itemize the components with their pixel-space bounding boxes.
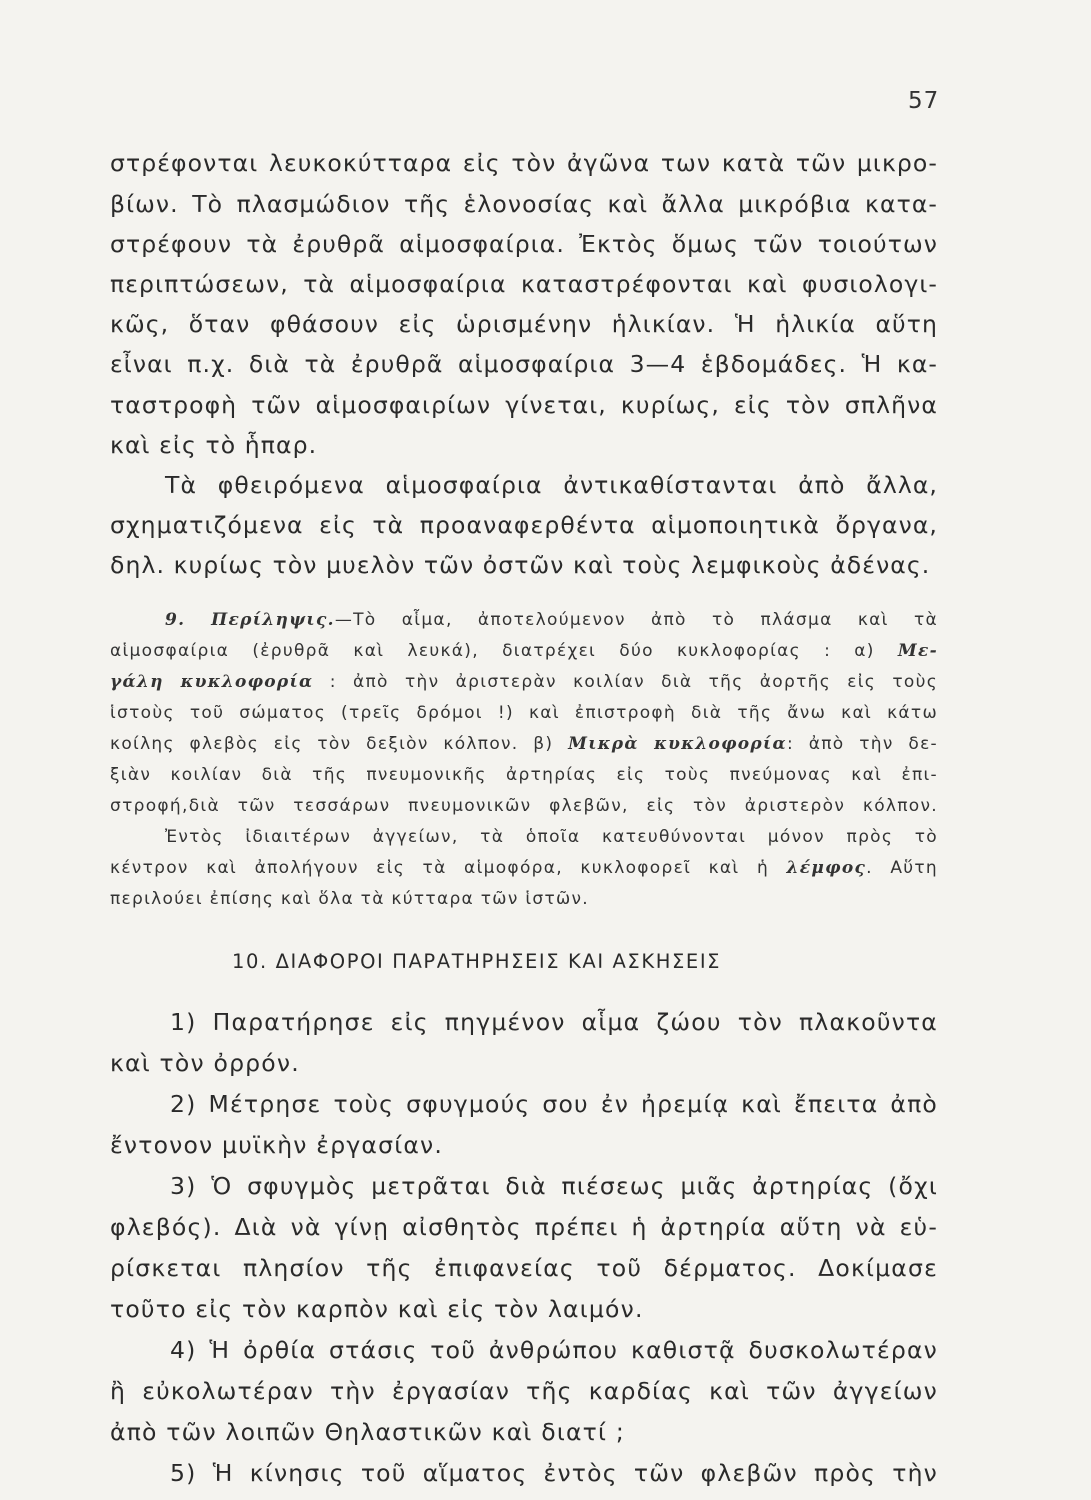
summary-line: περιλούει ἐπίσης καὶ ὅλα τὰ κύτταρα τῶν ἱστῶν.	[110, 889, 590, 909]
text-line: Τὰ φθειρόμενα αἱμοσφαίρια ἀντικαθίστανται ἀπὸ ἄλλα,	[165, 471, 938, 499]
exercise-line: ρίσκεται πλησίον τῆς ἐπιφανείας τοῦ δέρματος. Δοκίμασε	[110, 1254, 938, 1282]
text-line: εἶναι π.χ. διὰ τὰ ἐρυθρᾶ αἱμοσφαίρια 3—4 ἑβδομάδες. Ἡ κα-	[110, 350, 938, 378]
exercise-line: 2) Μέτρησε τοὺς σφυγμούς σου ἐν ἠρεμίᾳ καὶ ἔπειτα ἀπὸ	[170, 1090, 938, 1118]
text-line: περιπτώσεων, τὰ αἱμοσφαίρια καταστρέφονται καὶ φυσιολογι-	[110, 270, 938, 298]
exercise-line: καὶ τὸν ὀρρόν.	[110, 1049, 300, 1077]
summary-line: γάλη κυκλοφορία : ἀπὸ τὴν ἀριστερὰν κοιλίαν διὰ τῆς ἀορτῆς εἰς τοὺς	[110, 672, 938, 692]
text-line: βίων. Τὸ πλασμώδιον τῆς ἑλονοσίας καὶ ἄλλα μικρόβια κατα-	[110, 190, 938, 218]
exercise-line: 5) Ἡ κίνησις τοῦ αἵματος ἐντὸς τῶν φλεβῶν πρὸς τὴν	[170, 1459, 938, 1487]
summary-line: κοίλης φλεβὸς εἰς τὸν δεξιὸν κόλπον. β) Μικρὰ κυκλοφορία: ἀπὸ τὴν δε-	[110, 734, 938, 754]
text-line: σχηματιζόμενα εἰς τὰ προαναφερθέντα αἱμοποιητικὰ ὄργανα,	[110, 511, 938, 539]
exercise-line: 3) Ὁ σφυγμὸς μετρᾶται διὰ πιέσεως μιᾶς ἀρτηρίας (ὄχι	[170, 1172, 938, 1200]
exercise-line: φλεβός). Διὰ νὰ γίνῃ αἰσθητὸς πρέπει ἡ ἀρτηρία αὕτη νὰ εὑ-	[110, 1213, 938, 1241]
exercise-line: 1) Παρατήρησε εἰς πηγμένον αἷμα ζώου τὸν πλακοῦντα	[170, 1008, 938, 1036]
exercise-line: 4) Ἡ ὀρθία στάσις τοῦ ἀνθρώπου καθιστᾷ δυσκολωτέραν	[170, 1336, 938, 1364]
summary-line: ἱστοὺς τοῦ σώματος (τρεῖς δρόμοι !) καὶ ἐπιστροφὴ διὰ τῆς ἄνω καὶ κάτω	[110, 703, 938, 723]
page-number: 57	[908, 88, 940, 114]
exercise-line: τοῦτο εἰς τὸν καρπὸν καὶ εἰς τὸν λαιμόν.	[110, 1295, 644, 1323]
text-line: στρέφουν τὰ ἐρυθρᾶ αἱμοσφαίρια. Ἐκτὸς ὅμως τῶν τοιούτων	[110, 230, 938, 258]
summary-line: 9. Περίληψις.—Τὸ αἷμα, ἀποτελούμενον ἀπὸ τὸ πλάσμα καὶ τὰ	[165, 610, 938, 630]
text-line: κῶς, ὅταν φθάσουν εἰς ὡρισμένην ἡλικίαν. Ἡ ἡλικία αὕτη	[110, 310, 938, 338]
summary-line: Ἐντὸς ἰδιαιτέρων ἀγγείων, τὰ ὁποῖα κατευθύνονται μόνον πρὸς τὸ	[165, 827, 938, 847]
exercise-line: ἢ εὐκολωτέραν τὴν ἐργασίαν τῆς καρδίας καὶ τῶν ἀγγείων	[110, 1377, 938, 1405]
text-line: στρέφονται λευκοκύτταρα εἰς τὸν ἀγῶνα των κατὰ τῶν μικρο-	[110, 149, 938, 177]
text-line: δηλ. κυρίως τὸν μυελὸν τῶν ὀστῶν καὶ τοὺς λεμφικοὺς ἀδένας.	[110, 551, 931, 579]
exercise-line: ἔντονον μυϊκὴν ἐργασίαν.	[110, 1131, 444, 1159]
text-line: καὶ εἰς τὸ ἧπαρ.	[110, 431, 318, 459]
summary-line: στροφή,διὰ τῶν τεσσάρων πνευμονικῶν φλεβῶν, εἰς τὸν ἀριστερὸν κόλπον.	[110, 796, 938, 816]
summary-line: κέντρον καὶ ἀπολήγουν εἰς τὰ αἱμοφόρα, κυκλοφορεῖ καὶ ἡ λέμφος. Αὕτη	[110, 858, 938, 878]
summary-title: 9. Περίληψις.	[165, 610, 335, 630]
text-line: ταστροφὴ τῶν αἱμοσφαιρίων γίνεται, κυρίως, εἰς τὸν σπλῆνα	[110, 391, 938, 419]
section-heading: 10. ΔΙΑΦΟΡΟΙ ΠΑΡΑΤΗΡΗΣΕΙΣ ΚΑΙ ΑΣΚΗΣΕΙΣ	[232, 950, 722, 973]
summary-line: αἱμοσφαίρια (ἐρυθρᾶ καὶ λευκά), διατρέχει δύο κυκλοφορίας : α) Με-	[110, 641, 938, 661]
exercise-line: ἀπὸ τῶν λοιπῶν Θηλαστικῶν καὶ διατί ;	[110, 1418, 625, 1446]
summary-line: ξιὰν κοιλίαν διὰ τῆς πνευμονικῆς ἀρτηρίας εἰς τοὺς πνεύμονας καὶ ἐπι-	[110, 765, 938, 785]
